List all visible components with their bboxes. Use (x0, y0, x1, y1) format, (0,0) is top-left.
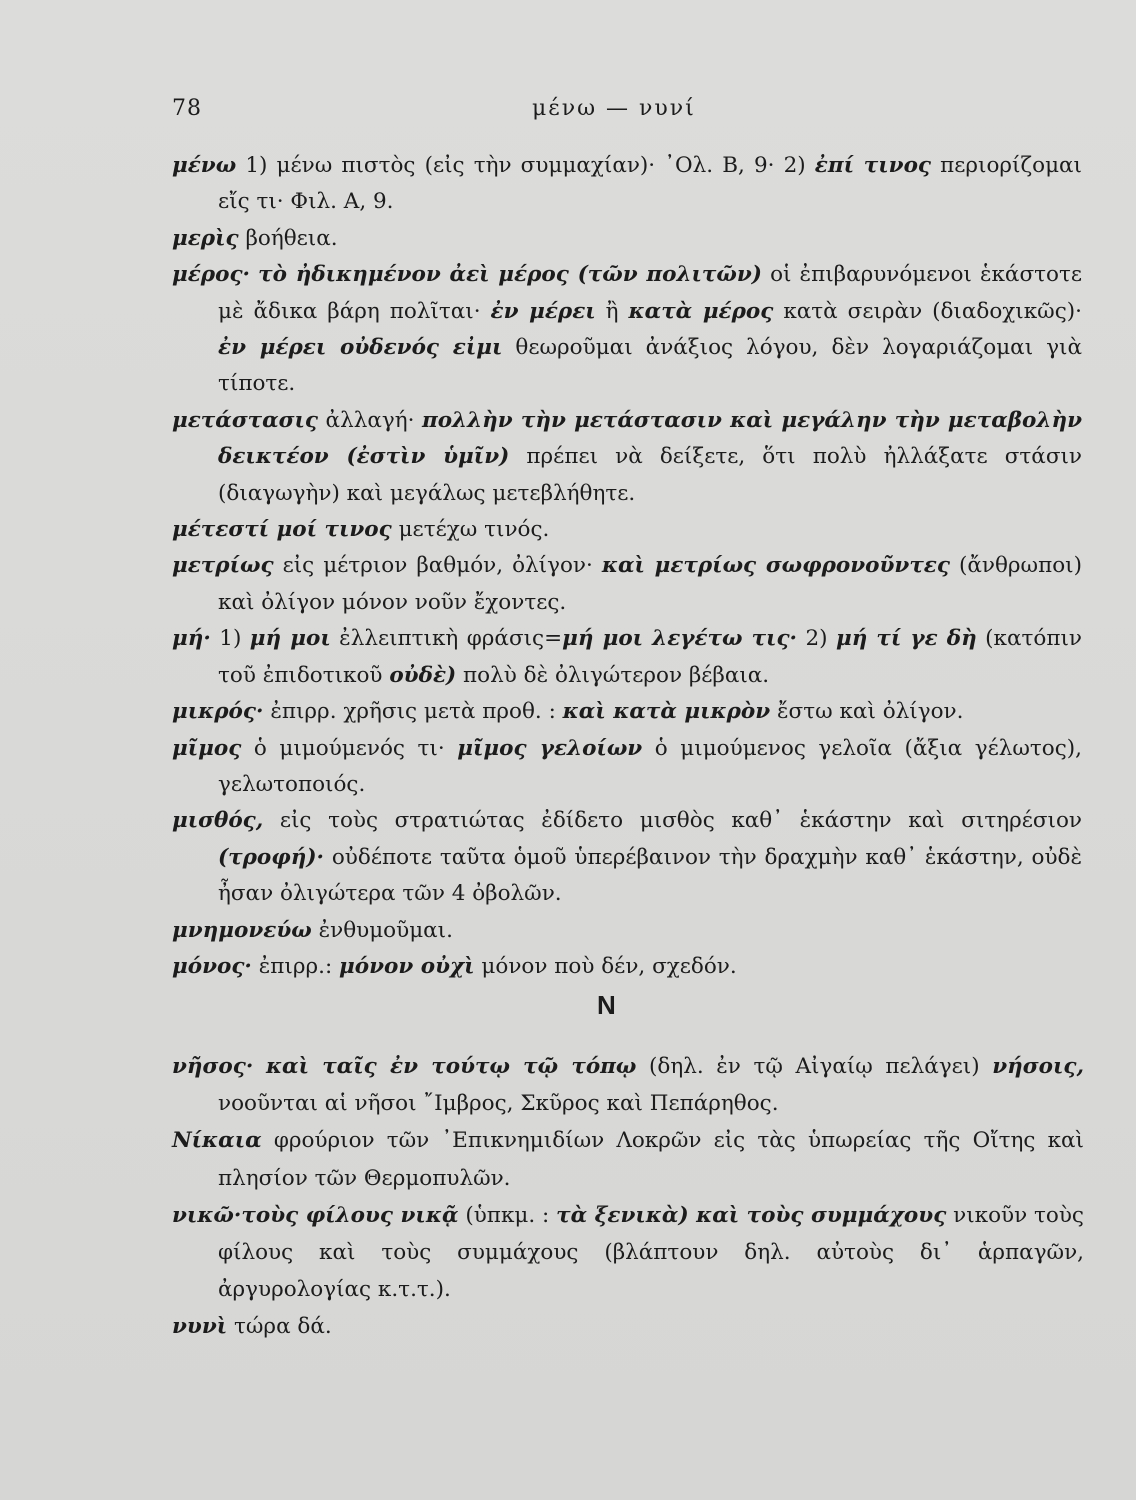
entry-text: οὐδέποτε ταῦτα ὁμοῦ ὑπερέβαινον τὴν δραχμὴν καθ᾿ ἑκάστην, οὐδὲ ἦσαν ὀλιγώτερα τῶν 4 ὀβολῶν. (218, 844, 1082, 907)
entry (172, 949, 1082, 985)
entry-text: 1) (210, 626, 250, 652)
entry-text: περιορίζομαι εἴς τι· Φιλ. Α, 9. (218, 153, 1082, 215)
headword: μισθός, (172, 808, 264, 834)
phrase: ἐν μέρει οὐδενός εἰμι (218, 335, 503, 361)
headword: μετρίως (172, 553, 274, 579)
phrase: (τροφή)· (218, 844, 325, 870)
entry-text: κατὰ σειρὰν (διαδοχικῶς)· (773, 298, 1082, 324)
entry (172, 1122, 1084, 1196)
entry-text: νοοῦνται αἱ νῆσοι ῎Ιμβρος, Σκῦρος καὶ Πεπάρηθος. (218, 1091, 779, 1117)
entry-text: πρέπει νὰ δείξετε, ὅτι πολὺ ἠλλάξατε στάσιν (διαγωγὴν) καὶ μεγάλως μετεβλήθητε. (218, 444, 1082, 506)
entry-text: ἔστω καὶ ὀλίγον. (770, 699, 964, 725)
headword: νικῶ· (172, 1202, 242, 1228)
headword: μή· (172, 626, 211, 652)
running-head (172, 96, 992, 126)
entry-text: ἐνθυμοῦμαι. (311, 917, 453, 943)
entry-text: οἱ ἐπιβαρυνόμενοι ἑκάστοτε μὲ ἄδικα βάρη πολῖται· (218, 262, 1082, 324)
entry-text: ὁ μιμούμενός τι· (241, 735, 458, 761)
phrase: μή τί γε δὴ (835, 626, 977, 652)
entry-text: (δηλ. ἐν τῷ Αἰγαίῳ πελάγει) (636, 1054, 993, 1079)
headword: Νίκαια (172, 1128, 262, 1154)
entry (172, 257, 1082, 403)
entry-text: μετέχω τινός. (391, 517, 550, 543)
entry-text: ἐπιρρ. χρῆσις μετὰ προθ. : (263, 699, 563, 725)
entries-m (172, 148, 1082, 985)
entry (172, 913, 1082, 949)
entry-text: 1) μένω πιστὸς (εἰς τὴν συμμαχίαν)· ᾿Ολ. Β, 9· 2) (236, 153, 815, 178)
headword: μικρός· (172, 699, 264, 725)
entry-text (250, 262, 258, 287)
phrase: νήσοις, (992, 1054, 1084, 1079)
headword: νυνὶ (172, 1314, 228, 1340)
headword: μόνος· (172, 953, 252, 979)
headword: μετάστασις (172, 407, 319, 433)
entry-text (253, 1054, 266, 1079)
page-number: 78 (172, 96, 202, 121)
headword: μέτεστί μοί τινος (172, 517, 392, 543)
entry (172, 731, 1082, 804)
phrase: κατὰ μέρος (628, 298, 774, 324)
entry (172, 1048, 1084, 1122)
entry-text: ἀλλαγή· (318, 407, 422, 433)
phrase: μόνον οὐχὶ (339, 953, 475, 979)
entry (172, 803, 1082, 912)
headword: μένω (172, 153, 237, 178)
phrase: τοὺς φίλους νικᾷ (241, 1202, 459, 1228)
section-letter: Ν (597, 990, 616, 1020)
entry-text: ἐλλειπτικὴ φράσις= (330, 626, 563, 652)
entry-text: φρούριον τῶν ᾿Επικνημιδίων Λοκρῶν εἰς τὰς ὑπωρείας τῆς Οἴτης καὶ πλησίον τῶν Θερμοπυλῶν. (218, 1128, 1084, 1191)
phrase: ἐν μέρει (490, 298, 596, 324)
phrase: τὸ ἠδικημένον ἀεὶ μέρος (τῶν πολιτῶν) (258, 262, 762, 288)
entry (172, 621, 1082, 694)
entry-text: ἐπιρρ.: (251, 953, 340, 979)
entry (172, 403, 1082, 512)
entry-text: θεωροῦμαι ἀνάξιος λόγου, δὲν λογαριάζομαι γιὰ τίποτε. (218, 335, 1082, 397)
phrase: μή μοι λεγέτω τις· (562, 626, 798, 652)
entry-text: νικοῦν τοὺς φίλους καὶ τοὺς συμμάχους (βλάπτουν δηλ. αὐτοὺς δι᾿ ἁρπαγῶν, ἀργυρολογίας κ.τ.τ.). (218, 1202, 1084, 1303)
phrase: ἐπί τινος (814, 153, 931, 178)
entry-text: πολὺ δὲ ὀλιγώτερον βέβαια. (456, 662, 770, 688)
headword: μερὶς (172, 225, 239, 251)
entry-text: (ἄνθρωποι) καὶ ὀλίγον μόνον νοῦν ἔχοντες. (218, 553, 1082, 615)
phrase: καὶ κατὰ μικρὸν (562, 699, 771, 725)
headword: μέρος· (172, 262, 251, 288)
entry (172, 1197, 1084, 1309)
entry-text: εἰς μέτριον βαθμόν, ὀλίγον· (273, 553, 602, 579)
entry-text: ἢ (595, 298, 629, 324)
entries-n (172, 1048, 1084, 1346)
entry (172, 148, 1082, 221)
phrase: πολλὴν τὴν μετάστασιν καὶ μεγάλην τὴν μεταβολὴν δεικτέον (ἐστὶν ὑμῖν) (218, 407, 1082, 470)
phrase: καὶ μετρίως σωφρονοῦντες (601, 553, 950, 579)
headword: νῆσος· (172, 1054, 254, 1079)
entry (172, 1308, 1084, 1345)
entry (172, 512, 1082, 548)
entry (172, 221, 1082, 257)
entry-text: ὁ μιμούμενος γελοῖα (ἄξια γέλωτος), γελωτοποιός. (218, 735, 1083, 797)
entry-text: (κατόπιν τοῦ ἐπιδοτικοῦ (218, 626, 1082, 688)
entry-text: τώρα δά. (227, 1314, 332, 1340)
phrase: μή μοι (249, 626, 331, 652)
headword: μνημονεύω (172, 917, 312, 943)
entry-text: εἰς τοὺς στρατιώτας ἐδίδετο μισθὸς καθ᾿ ἑκάστην καὶ σιτηρέσιον (263, 808, 1082, 834)
entry-text: (ὑπκμ. : (458, 1202, 557, 1228)
entry-text: βοήθεια. (238, 225, 338, 251)
entry (172, 548, 1082, 621)
phrase: οὐδὲ) (389, 662, 457, 688)
phrase: τὰ ξενικὰ) καὶ τοὺς συμμάχους (556, 1202, 947, 1228)
phrase: καὶ ταῖς ἐν τούτῳ τῷ τόπῳ (265, 1054, 637, 1079)
phrase: μῖμος γελοίων (457, 735, 643, 761)
entry-text: μόνον ποὺ δέν, σχεδόν. (474, 953, 737, 979)
headword: μῖμος (172, 735, 242, 761)
entry-text: 2) (797, 626, 836, 652)
entry (172, 694, 1082, 730)
running-title: μένω — νυνί (532, 96, 696, 121)
